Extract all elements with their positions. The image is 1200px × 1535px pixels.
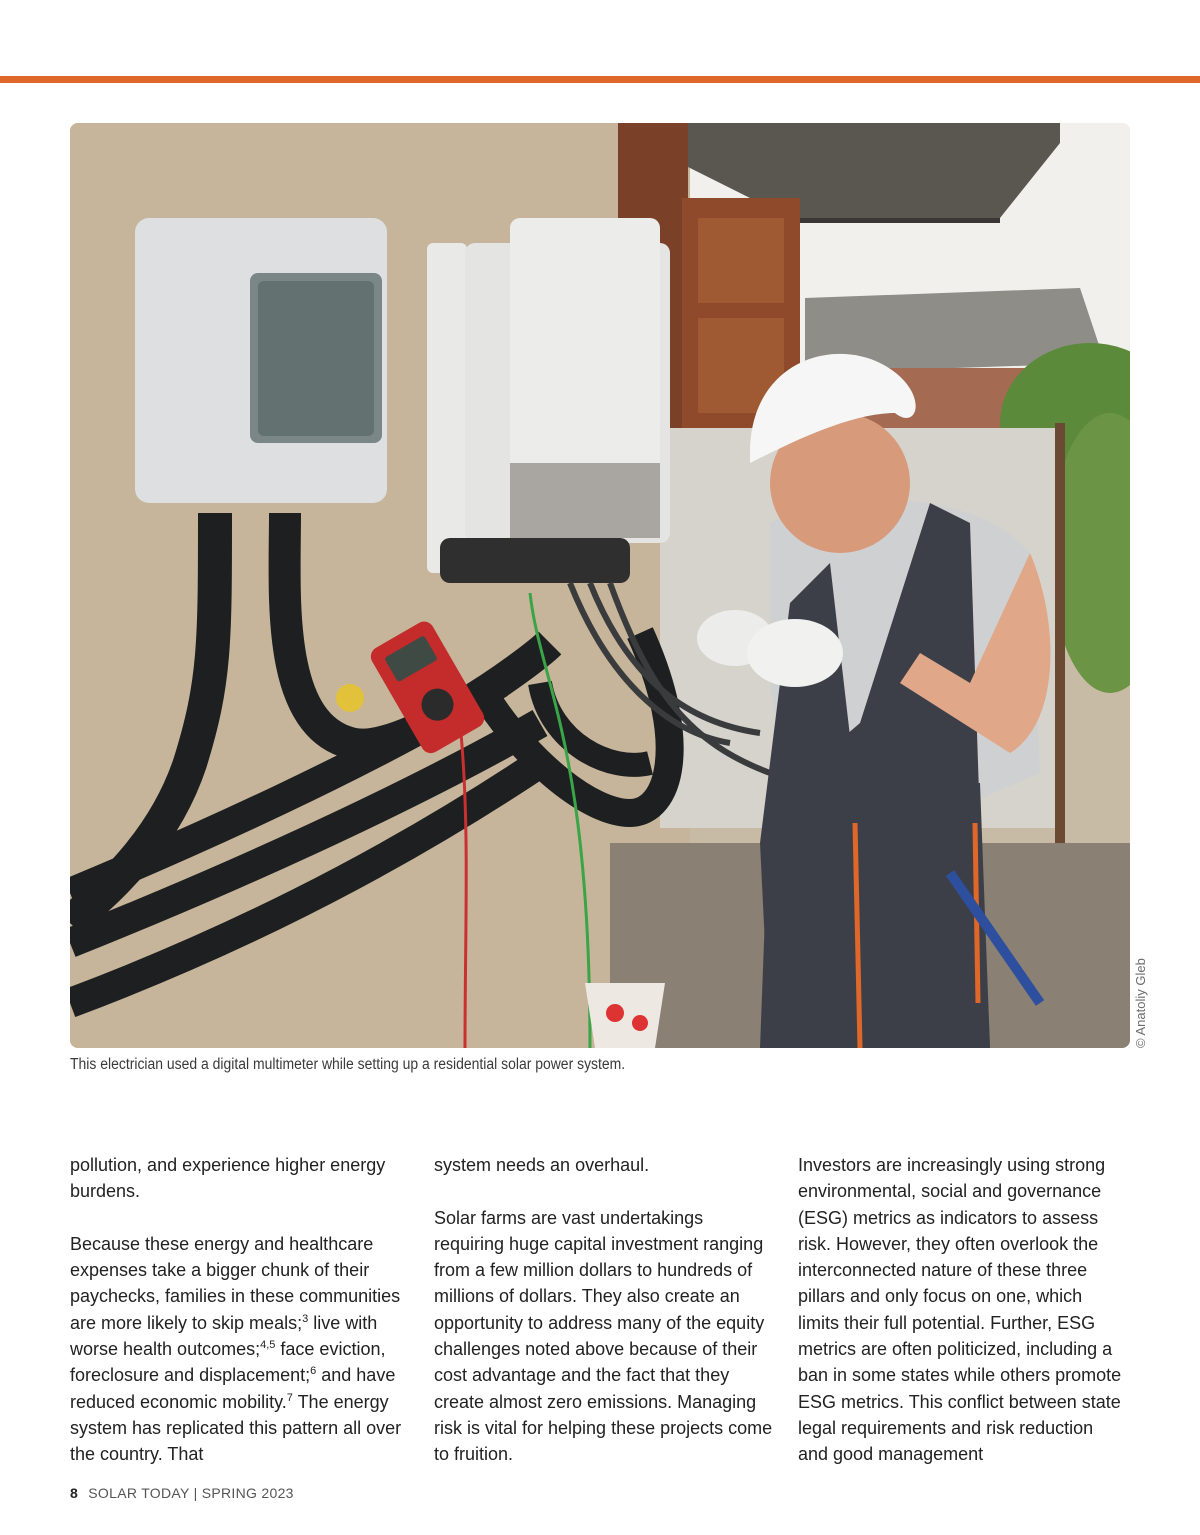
- text-column-3: [798, 1152, 1128, 1494]
- publication-name: SOLAR TODAY: [88, 1485, 190, 1501]
- footnote-ref: 7: [286, 1391, 293, 1404]
- footnote-ref: 3: [302, 1312, 309, 1325]
- footnote-ref: 6: [310, 1365, 317, 1378]
- paragraph: pollution, and experience higher energy burdens.: [70, 1155, 386, 1202]
- text-column-1: [70, 1152, 410, 1494]
- paragraph: system needs an overhaul.: [434, 1155, 650, 1175]
- text-column-2: [434, 1152, 774, 1494]
- page-number: 8: [70, 1485, 79, 1501]
- figure-caption: This electrician used a digital multimeter while setting up a residential solar power system.: [70, 1056, 626, 1073]
- electrician-solar-photo: [70, 123, 1130, 1048]
- page-footer: [70, 1485, 294, 1501]
- paragraph: Solar farms are vast undertakings requiring huge capital investment ranging from a few million dollars to hundreds of millions of dollars. They also create an opportunity to address many of the equity challenges noted above because of their cost advantage and the fact that they create almost zero emissions. Managing risk is vital for helping these projects come to fruition.: [434, 1207, 773, 1465]
- footer-separator: |: [193, 1485, 198, 1501]
- photo-credit: © Anatoliy Gleb: [1133, 958, 1148, 1048]
- paragraph: Because these energy and healthcare expenses take a bigger chunk of their paychecks, families in these communities are more likely to skip meals;$^3$ live with worse health outcomes;$^{4,5}$ face eviction, foreclosure and displacement;$^6$ and have reduced economic mobility.$^7$ The energy system has replicated this pattern all over the country. That: [70, 1233, 402, 1465]
- paragraph: Investors are increasingly using strong environmental, social and governance (ESG) metrics as indicators to assess risk. However, they often overlook the interconnected nature of these three pillars and only focus on one, which limits their full potential. Further, ESG metrics are often politicized, including a ban in some states while others promote ESG metrics. This conflict between state legal requirements and risk reduction and good management: [798, 1155, 1122, 1465]
- footnote-ref: 4,5: [260, 1339, 276, 1352]
- header-accent-rule: [0, 76, 1200, 83]
- issue-label: SPRING 2023: [201, 1485, 294, 1501]
